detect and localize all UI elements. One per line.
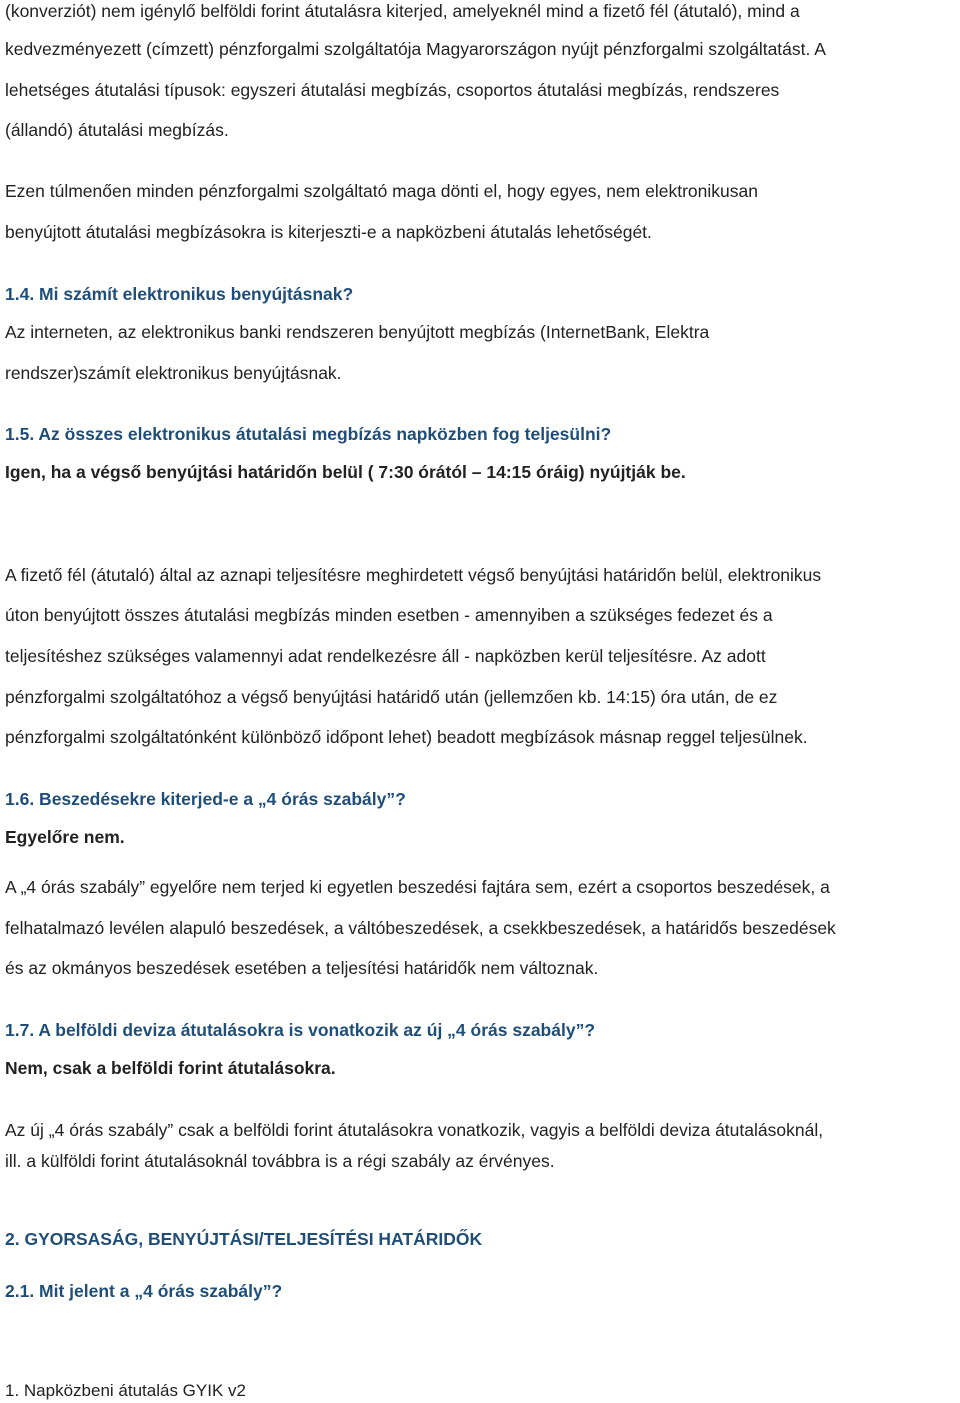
- paragraph-line: (konverziót) nem igénylő belföldi forint átutalásra kiterjed, amelyeknél mind a fizető fél (átutaló), mind a: [5, 1, 800, 21]
- paragraph-line: A „4 órás szabály” egyelőre nem terjed ki egyetlen beszedési fajtára sem, ezért a csoportos beszedések, a: [5, 877, 830, 897]
- paragraph-line: lehetséges átutalási típusok: egyszeri átutalási megbízás, csoportos átutalási megbízás, rendszeres: [5, 80, 780, 100]
- paragraph-line: benyújtott átutalási megbízásokra is kiterjeszti-e a napközbeni átutalás lehetőségét.: [5, 222, 652, 242]
- paragraph-line: pénzforgalmi szolgáltatónként különböző időpont lehet) beadott megbízások másnap reggel teljesülnek.: [5, 727, 808, 747]
- answer-1-5: Igen, ha a végső benyújtási határidőn belül ( 7:30 órától – 14:15 óráig) nyújtják be.: [5, 462, 686, 482]
- paragraph-line: Az interneten, az elektronikus banki rendszeren benyújtott megbízás (InternetBank, Elektra: [5, 322, 710, 342]
- paragraph-line: ill. a külföldi forint átutalásoknál továbbra is a régi szabály az érvényes.: [5, 1151, 555, 1171]
- page-footer: 1. Napközbeni átutalás GYIK v2: [5, 1381, 246, 1400]
- paragraph-line: pénzforgalmi szolgáltatóhoz a végső benyújtási határidő után (jellemzően kb. 14:15) óra után, de ez: [5, 687, 778, 707]
- paragraph-line: teljesítéshez szükséges valamennyi adat rendelkezésre áll - napközben kerül teljesítésre. Az adott: [5, 646, 766, 666]
- section-heading-1-7: 1.7. A belföldi deviza átutalásokra is vonatkozik az új „4 órás szabály”?: [5, 1020, 596, 1040]
- section-heading-1-5: 1.5. Az összes elektronikus átutalási megbízás napközben fog teljesülni?: [5, 424, 612, 444]
- paragraph-line: felhatalmazó levélen alapuló beszedések, a váltóbeszedések, a csekkbeszedések, a határidős beszedések: [5, 918, 836, 938]
- paragraph-line: Az új „4 órás szabály” csak a belföldi forint átutalásokra vonatkozik, vagyis a belföldi deviza átutalásoknál,: [5, 1120, 824, 1140]
- answer-1-7: Nem, csak a belföldi forint átutalásokra.: [5, 1058, 336, 1078]
- section-heading-1-4: 1.4. Mi számít elektronikus benyújtásnak?: [5, 284, 354, 304]
- paragraph-line: A fizető fél (átutaló) által az aznapi teljesítésre meghirdetett végső benyújtási határidőn belül, elektronikus: [5, 565, 822, 585]
- answer-1-6: Egyelőre nem.: [5, 827, 125, 847]
- section-heading-2-1: 2.1. Mit jelent a „4 órás szabály”?: [5, 1281, 283, 1301]
- paragraph-line: kedvezményezett (címzett) pénzforgalmi szolgáltatója Magyarországon nyújt pénzforgalmi szolgáltatást. A: [5, 39, 826, 59]
- paragraph-line: rendszer)számít elektronikus benyújtásnak.: [5, 363, 342, 383]
- paragraph-line: Ezen túlmenően minden pénzforgalmi szolgáltató maga dönti el, hogy egyes, nem elektronikusan: [5, 181, 758, 201]
- section-heading-1-6: 1.6. Beszedésekre kiterjed-e a „4 órás szabály”?: [5, 789, 406, 809]
- paragraph-line: úton benyújtott összes átutalási megbízás minden esetben - amennyiben a szükséges fedezet és a: [5, 605, 773, 625]
- paragraph-line: és az okmányos beszedések esetében a teljesítési határidők nem változnak.: [5, 958, 599, 978]
- chapter-heading-2: 2. GYORSASÁG, BENYÚJTÁSI/TELJESÍTÉSI HATÁRIDŐK: [5, 1229, 483, 1249]
- paragraph-line: (állandó) átutalási megbízás.: [5, 120, 229, 140]
